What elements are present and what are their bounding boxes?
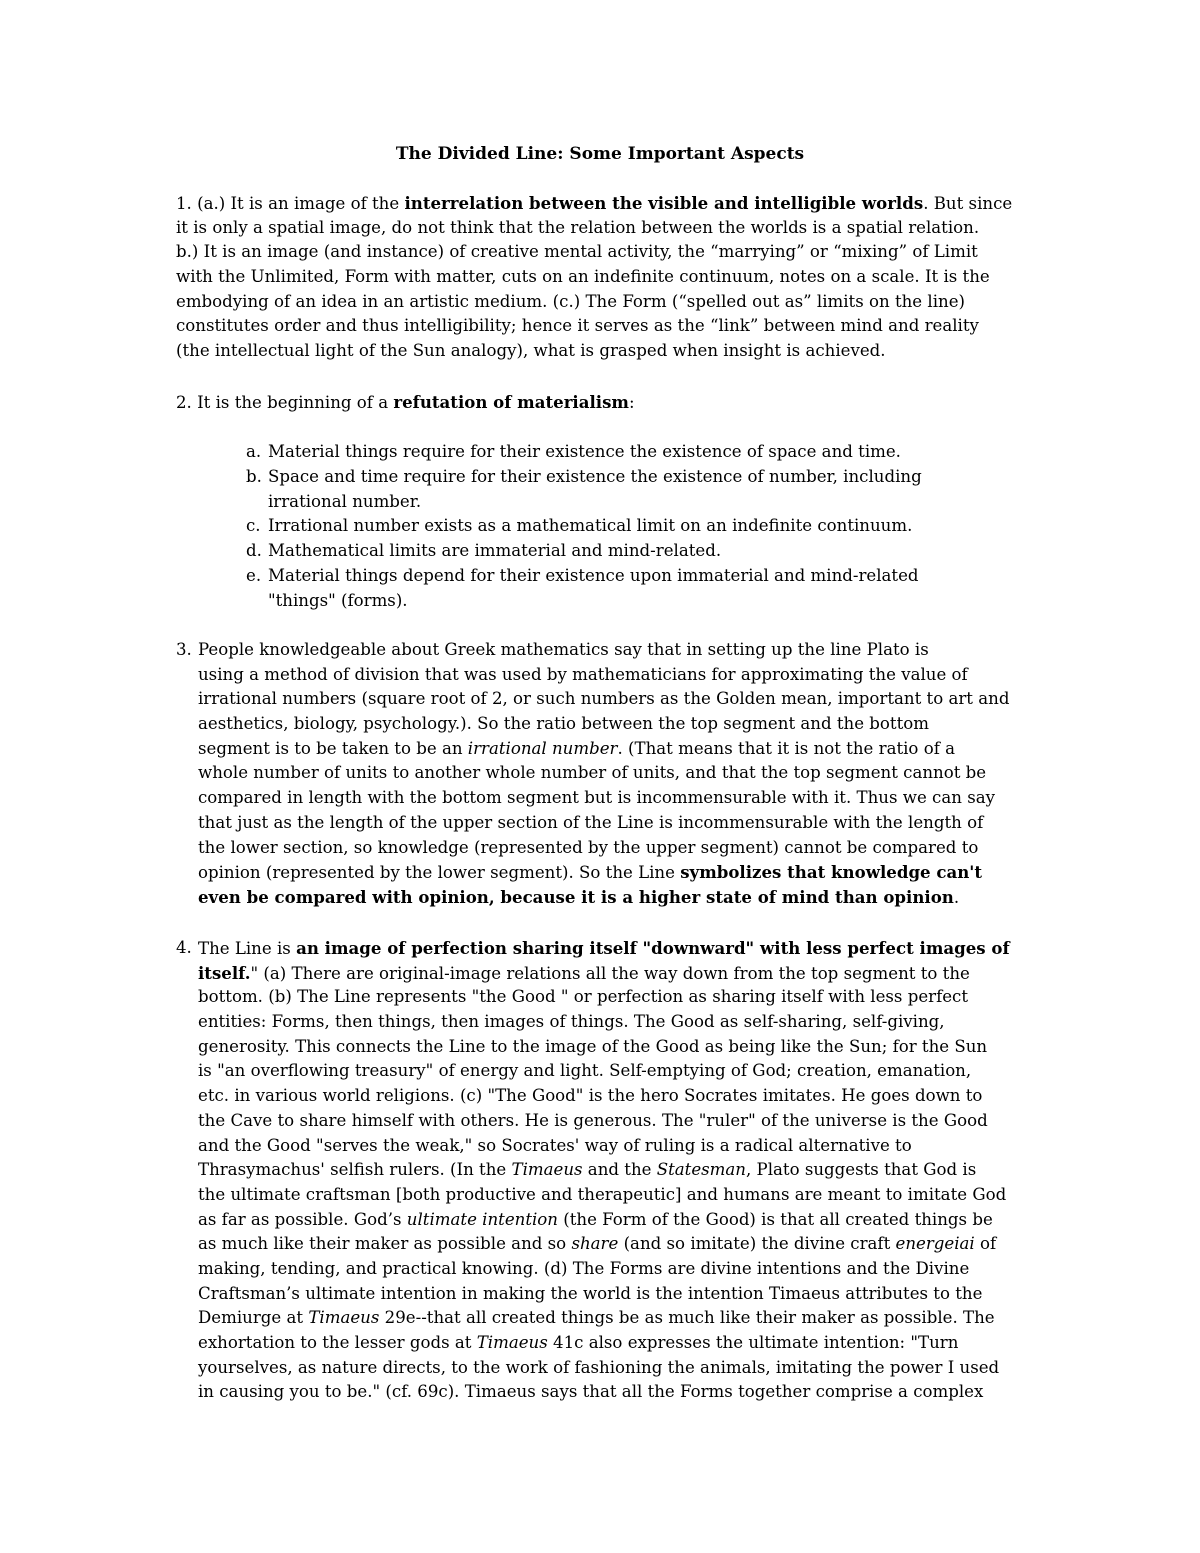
italic-text: Statesman bbox=[656, 1160, 746, 1180]
text-line bbox=[198, 1084, 1010, 1109]
text-line bbox=[198, 936, 1010, 961]
text-line bbox=[198, 1257, 1010, 1282]
text-run: the ultimate craftsman [both productive and therapeutic] and humans are meant to imitate God bbox=[198, 1184, 1007, 1204]
text-run: Craftsman’s ultimate intention in making the world is the intention Timaeus attributes to the bbox=[198, 1283, 983, 1303]
text-run: (the intellectual light of the Sun analogy), what is grasped when insight is achieved. bbox=[176, 341, 886, 361]
text-run: segment is to be taken to be an bbox=[198, 738, 468, 758]
text-run: (the Form of the Good) is that all created things be bbox=[557, 1209, 993, 1229]
text-run: The Line is bbox=[198, 939, 297, 958]
list-item-text bbox=[268, 564, 919, 613]
text-line bbox=[176, 265, 1012, 290]
text-run: Demiurge at bbox=[198, 1308, 309, 1328]
text-line bbox=[198, 885, 1009, 910]
text-line: irrational number. bbox=[268, 491, 422, 511]
text-line bbox=[198, 712, 1009, 737]
text-run: and the Good "serves the weak," so Socrates' way of ruling is a radical alternative to bbox=[198, 1135, 912, 1155]
paragraph-body bbox=[198, 638, 1009, 910]
text-line bbox=[198, 1109, 1010, 1134]
text-run: as far as possible. God’s bbox=[198, 1209, 407, 1229]
text-line bbox=[198, 1306, 1010, 1331]
text-run: People knowledgeable about Greek mathematics say that in setting up the line Plato is bbox=[198, 640, 929, 659]
text-line bbox=[198, 1331, 1010, 1356]
text-line bbox=[198, 761, 1009, 786]
text-run: entities: Forms, then things, then images of things. The Good as self-sharing, self-giving, bbox=[198, 1012, 945, 1032]
text-run: (and so imitate) the divine craft bbox=[618, 1234, 896, 1254]
text-line bbox=[198, 1208, 1010, 1233]
list-marker: e. bbox=[246, 566, 262, 585]
text-run: is "an overflowing treasury" of energy and light. Self-emptying of God; creation, emanation, bbox=[198, 1061, 972, 1081]
list-item-text bbox=[268, 514, 912, 539]
text-run: 1. (a.) It is an image of the bbox=[176, 194, 405, 213]
text-line: Material things require for their existence the existence of space and time. bbox=[268, 442, 901, 461]
italic-text: Timaeus bbox=[511, 1160, 583, 1180]
text-run: exhortation to the lesser gods at bbox=[198, 1333, 477, 1352]
text-run: whole number of units to another whole number of units, and that the top segment cannot be bbox=[198, 763, 987, 783]
text-run: . (That means that it is not the ratio of a bbox=[617, 738, 955, 758]
text-run: b.) It is an image (and instance) of creative mental activity, the “marrying” or “mixing” of Limit bbox=[176, 242, 978, 262]
text-run: 2. It is the beginning of a bbox=[176, 393, 394, 412]
text-run: yourselves, as nature directs, to the work of fashioning the animals, imitating the power I used bbox=[198, 1357, 1000, 1377]
list-marker: b. bbox=[246, 467, 262, 486]
bold-text: symbolizes that knowledge can't bbox=[680, 862, 983, 883]
italic-text: irrational number bbox=[467, 738, 618, 758]
text-line bbox=[198, 1183, 1010, 1208]
list-marker: a. bbox=[246, 442, 262, 461]
bold-text: even be compared with opinion, because it is a higher state of mind than opinion bbox=[198, 886, 954, 907]
text-line bbox=[176, 390, 635, 415]
paragraph-2 bbox=[176, 390, 635, 415]
text-line: Space and time require for their existence the existence of number, including bbox=[268, 467, 922, 486]
list-marker: c. bbox=[246, 516, 261, 535]
text-run: irrational numbers (square root of 2, or such numbers as the Golden mean, important to art and bbox=[198, 689, 1010, 709]
text-line bbox=[198, 1158, 1010, 1183]
italic-text: ultimate intention bbox=[406, 1209, 558, 1229]
text-run: " (a) There are original-image relations all the way down from the top segment to the bbox=[250, 963, 970, 983]
text-run: it is only a spatial image, do not think that the relation between the worlds is a spatial relation. bbox=[176, 217, 980, 237]
paragraph-number: 4. bbox=[176, 938, 192, 957]
text-line bbox=[198, 860, 1009, 885]
text-line bbox=[198, 811, 1009, 836]
text-line bbox=[176, 216, 1012, 241]
text-run: embodying of an idea in an artistic medium. (c.) The Form (“spelled out as” limits on the line) bbox=[176, 291, 965, 311]
text-line bbox=[198, 638, 1009, 663]
text-line bbox=[198, 1232, 1010, 1257]
text-line bbox=[198, 1282, 1010, 1307]
text-line bbox=[176, 290, 1012, 315]
italic-text: share bbox=[571, 1234, 619, 1254]
text-run: and the bbox=[582, 1160, 657, 1180]
text-run: making, tending, and practical knowing. (d) The Forms are divine intentions and the Divine bbox=[198, 1258, 970, 1278]
italic-text: energeiai bbox=[895, 1234, 975, 1254]
text-line bbox=[198, 836, 1009, 861]
text-run: the lower section, so knowledge (represented by the upper segment) cannot be compared to bbox=[198, 837, 979, 857]
text-line bbox=[198, 663, 1009, 688]
text-line: Material things depend for their existence upon immaterial and mind-related bbox=[268, 566, 919, 585]
text-line bbox=[198, 1356, 1010, 1381]
text-line bbox=[176, 339, 1012, 364]
text-run: : bbox=[629, 393, 635, 412]
text-run: the Cave to share himself with others. He is generous. The "ruler" of the universe is the Good bbox=[198, 1110, 988, 1130]
text-line bbox=[198, 1380, 1010, 1405]
text-run: aesthetics, biology, psychology.). So the ratio between the top segment and the bottom bbox=[198, 714, 929, 734]
italic-text: Timaeus bbox=[308, 1308, 380, 1328]
italic-text: Timaeus bbox=[476, 1333, 548, 1352]
text-line bbox=[198, 687, 1009, 712]
text-line bbox=[198, 1035, 1010, 1060]
text-run: . bbox=[953, 887, 960, 907]
text-run: opinion (represented by the lower segment). So the Line bbox=[198, 863, 681, 883]
text-run: 41c also expresses the ultimate intention: "Turn bbox=[547, 1333, 959, 1352]
text-run: compared in length with the bottom segment but is incommensurable with it. Thus we can say bbox=[198, 788, 995, 808]
text-line bbox=[198, 985, 1010, 1010]
list-item-text bbox=[268, 465, 922, 514]
text-line: Mathematical limits are immaterial and mind-related. bbox=[268, 541, 722, 560]
text-run: 29e--that all created things be as much like their maker as possible. The bbox=[379, 1308, 995, 1328]
text-run: of bbox=[974, 1234, 997, 1254]
text-run: as much like their maker as possible and so bbox=[198, 1234, 572, 1254]
text-run: constitutes order and thus intelligibility; hence it serves as the “link” between mind and reality bbox=[176, 316, 979, 336]
text-run: , Plato suggests that God is bbox=[745, 1160, 977, 1180]
document-title: The Divided Line: Some Important Aspects bbox=[395, 144, 805, 164]
text-line bbox=[198, 1059, 1010, 1084]
paragraph-body bbox=[198, 936, 1010, 1405]
text-line bbox=[176, 191, 1012, 216]
text-run: that just as the length of the upper section of the Line is incommensurable with the length of bbox=[198, 812, 984, 832]
text-line bbox=[198, 737, 1009, 762]
text-run: using a method of division that was used by mathematicians for approximating the value of bbox=[198, 664, 968, 684]
bold-text: refutation of materialism bbox=[393, 392, 629, 412]
paragraph-1 bbox=[176, 191, 1012, 364]
text-run: with the Unlimited, Form with matter, cuts on an indefinite continuum, notes on a scale. It is the bbox=[176, 267, 990, 287]
text-run: generosity. This connects the Line to the image of the Good as being like the Sun; for the Sun bbox=[198, 1036, 988, 1056]
text-line bbox=[198, 786, 1009, 811]
list-item-text bbox=[268, 539, 721, 564]
text-run: bottom. (b) The Line represents "the Good " or perfection as sharing itself with less perfect bbox=[198, 987, 969, 1007]
text-run: . But since bbox=[923, 194, 1013, 213]
text-line bbox=[176, 314, 1012, 339]
text-line bbox=[176, 240, 1012, 265]
text-line bbox=[198, 1134, 1010, 1159]
bold-text: itself. bbox=[198, 962, 251, 983]
bold-text: an image of perfection sharing itself "downward" with less perfect images of bbox=[296, 938, 1010, 958]
text-line: Irrational number exists as a mathematical limit on an indefinite continuum. bbox=[268, 516, 913, 535]
text-line bbox=[198, 961, 1010, 986]
text-run: in causing you to be." (cf. 69c). Timaeus says that all the Forms together comprise a complex bbox=[198, 1382, 984, 1402]
paragraph-number: 3. bbox=[176, 640, 192, 659]
list-marker: d. bbox=[246, 541, 262, 560]
text-line: "things" (forms). bbox=[268, 590, 408, 610]
text-run: Thrasymachus' selfish rulers. (In the bbox=[198, 1160, 512, 1180]
text-line bbox=[198, 1010, 1010, 1035]
list-item-text bbox=[268, 440, 901, 465]
bold-text: interrelation between the visible and intelligible worlds bbox=[404, 193, 924, 213]
text-run: etc. in various world religions. (c) "The Good" is the hero Socrates imitates. He goes down to bbox=[198, 1086, 983, 1106]
